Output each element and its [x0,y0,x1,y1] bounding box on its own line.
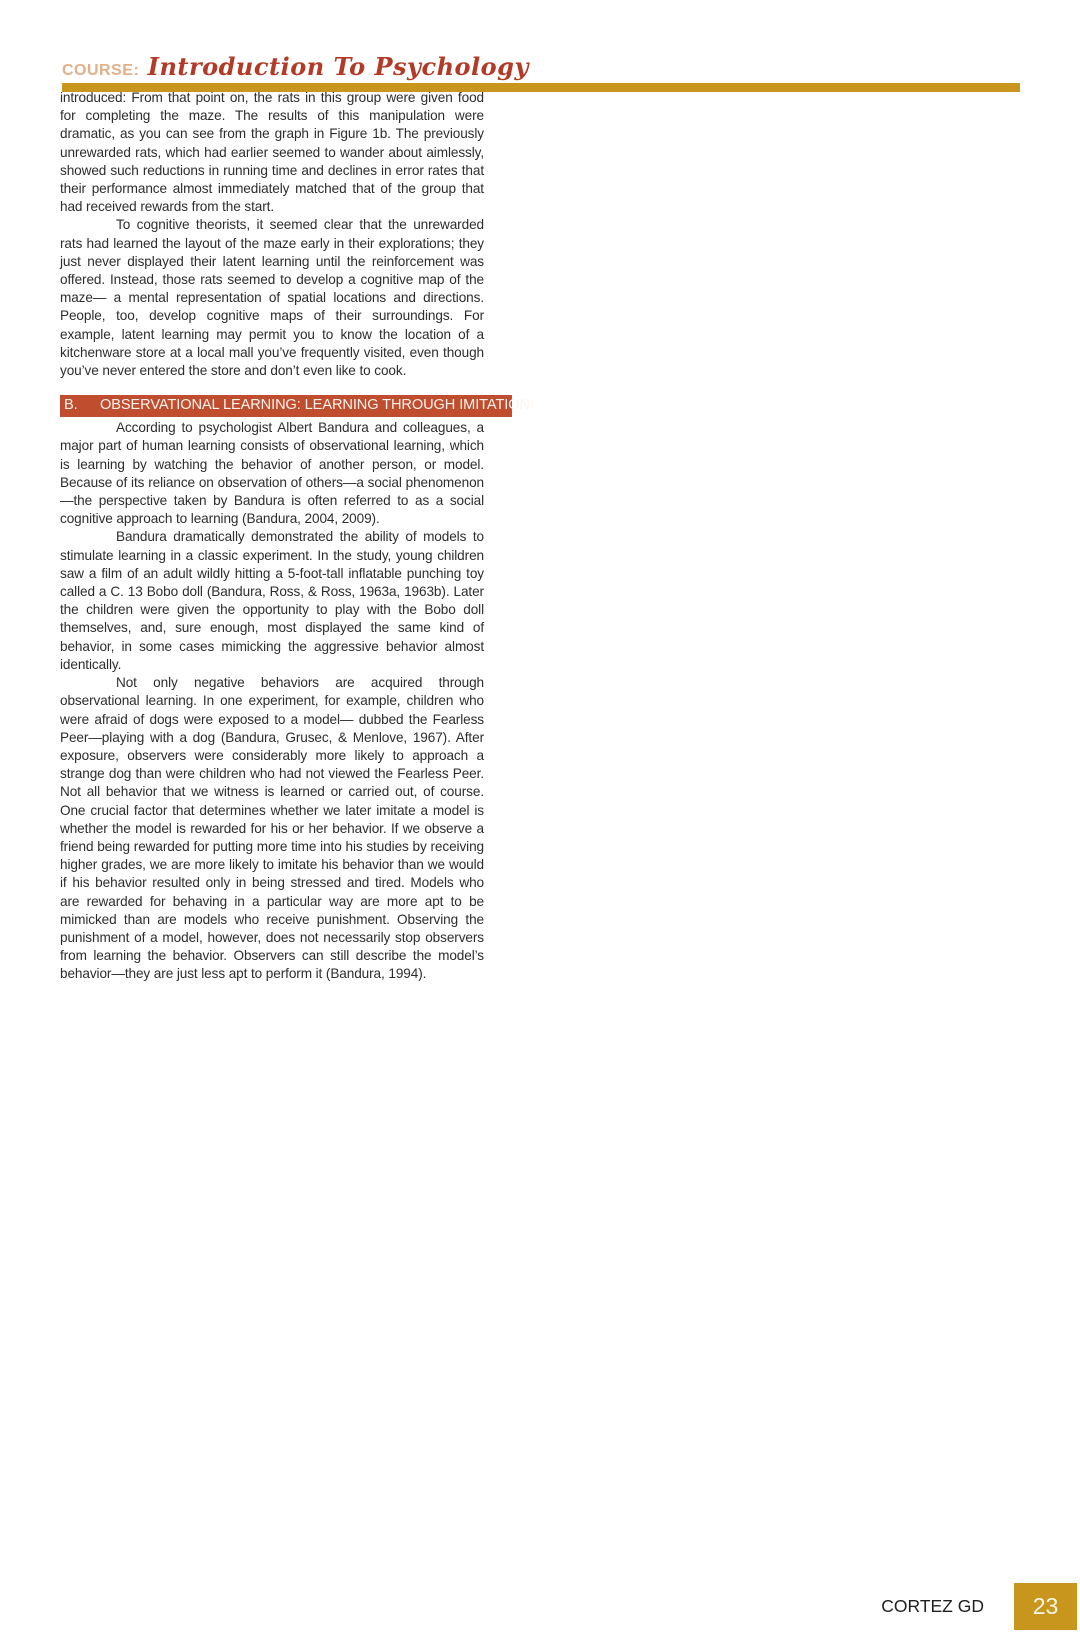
page-header [62,52,529,81]
course-label: COURSE: [62,62,140,79]
section-letter: B. [64,397,78,414]
section-title: OBSERVATIONAL LEARNING: LEARNING THROUGH IMITATION [100,397,530,414]
page-footer [881,1583,1080,1630]
paragraph-bandura-intro: According to psychologist Albert Bandura and colleagues, a major part of human learning consists of observational learning, which is learning by watching the behavior of another person, or model. Because of its reliance on observation of others—a social phenomenon—the perspective taken by Bandura is often referred to as a social cognitive approach to learning (Bandura, 2004, 2009). [60,420,484,527]
author-name: CORTEZ GD [881,1596,984,1616]
paragraph-fearless-peer: Not only negative behaviors are acquired through observational learning. In one experiment, for example, children who were afraid of dogs were exposed to a model— dubbed the Fearless Peer—playing with a dog (Bandura, Grusec, & Menlove, 1967). After exposure, observers were considerably more likely to approach a strange dog than were children who had not viewed the Fearless Peer. Not all behavior that we witness is learned or carried out, of course. One crucial factor that determines whether we later imitate a model is whether the model is rewarded for his or her behavior. If we observe a friend being rewarded for putting more time into his studies by receiving higher grades, we are more likely to imitate his behavior than we would if his behavior resulted only in being stressed and tired. Models who are rewarded for behaving in a particular way are more apt to be mimicked than are models who receive punishment. Observing the punishment of a model, however, does not necessarily stop observers from learning the behavior. Observers can still describe the model’s behavior—they are just less apt to perform it (Bandura, 1994). [60,675,484,982]
course-title: Introduction To Psychology [147,52,529,81]
page-number: 23 [1032,1593,1059,1619]
page-number-badge [1014,1583,1077,1630]
paragraph-bobo-doll: Bandura dramatically demonstrated the ability of models to stimulate learning in a classic experiment. In the study, young children saw a film of an adult wildly hitting a 5-foot-tall inflatable punching toy called a C. 13 Bobo doll (Bandura, Ross, & Ross, 1963a, 1963b). Later the children were given the opportunity to play with the Bobo doll themselves, and, sure enough, most displayed the same kind of behavior, in some cases mimicking the aggressive behavior almost identically. [60,529,484,672]
paragraph-cognitive-map: To cognitive theorists, it seemed clear that the unrewarded rats had learned the layout of the maze early in their explorations; they just never displayed their latent learning until the reinforcement was offered. Instead, those rats seemed to develop a cognitive map of the maze— a mental representation of spatial locations and directions. People, too, develop cognitive maps of their surroundings. For example, latent learning may permit you to know the location of a kitchenware store at a local mall you’ve frequently visited, even though you’ve never entered the store and don’t even like to cook. [60,217,484,379]
paragraph-latent-learning-rats: introduced: From that point on, the rats in this group were given food for completing the maze. The results of this manipulation were dramatic, as you can see from the graph in Figure 1b. The previously unrewarded rats, which had earlier seemed to wander about aimlessly, showed such reductions in running time and declines in error rates that their performance almost immediately matched that of the group that had received rewards from the start. [60,90,484,215]
text-column [60,89,530,984]
section-heading [60,395,530,417]
